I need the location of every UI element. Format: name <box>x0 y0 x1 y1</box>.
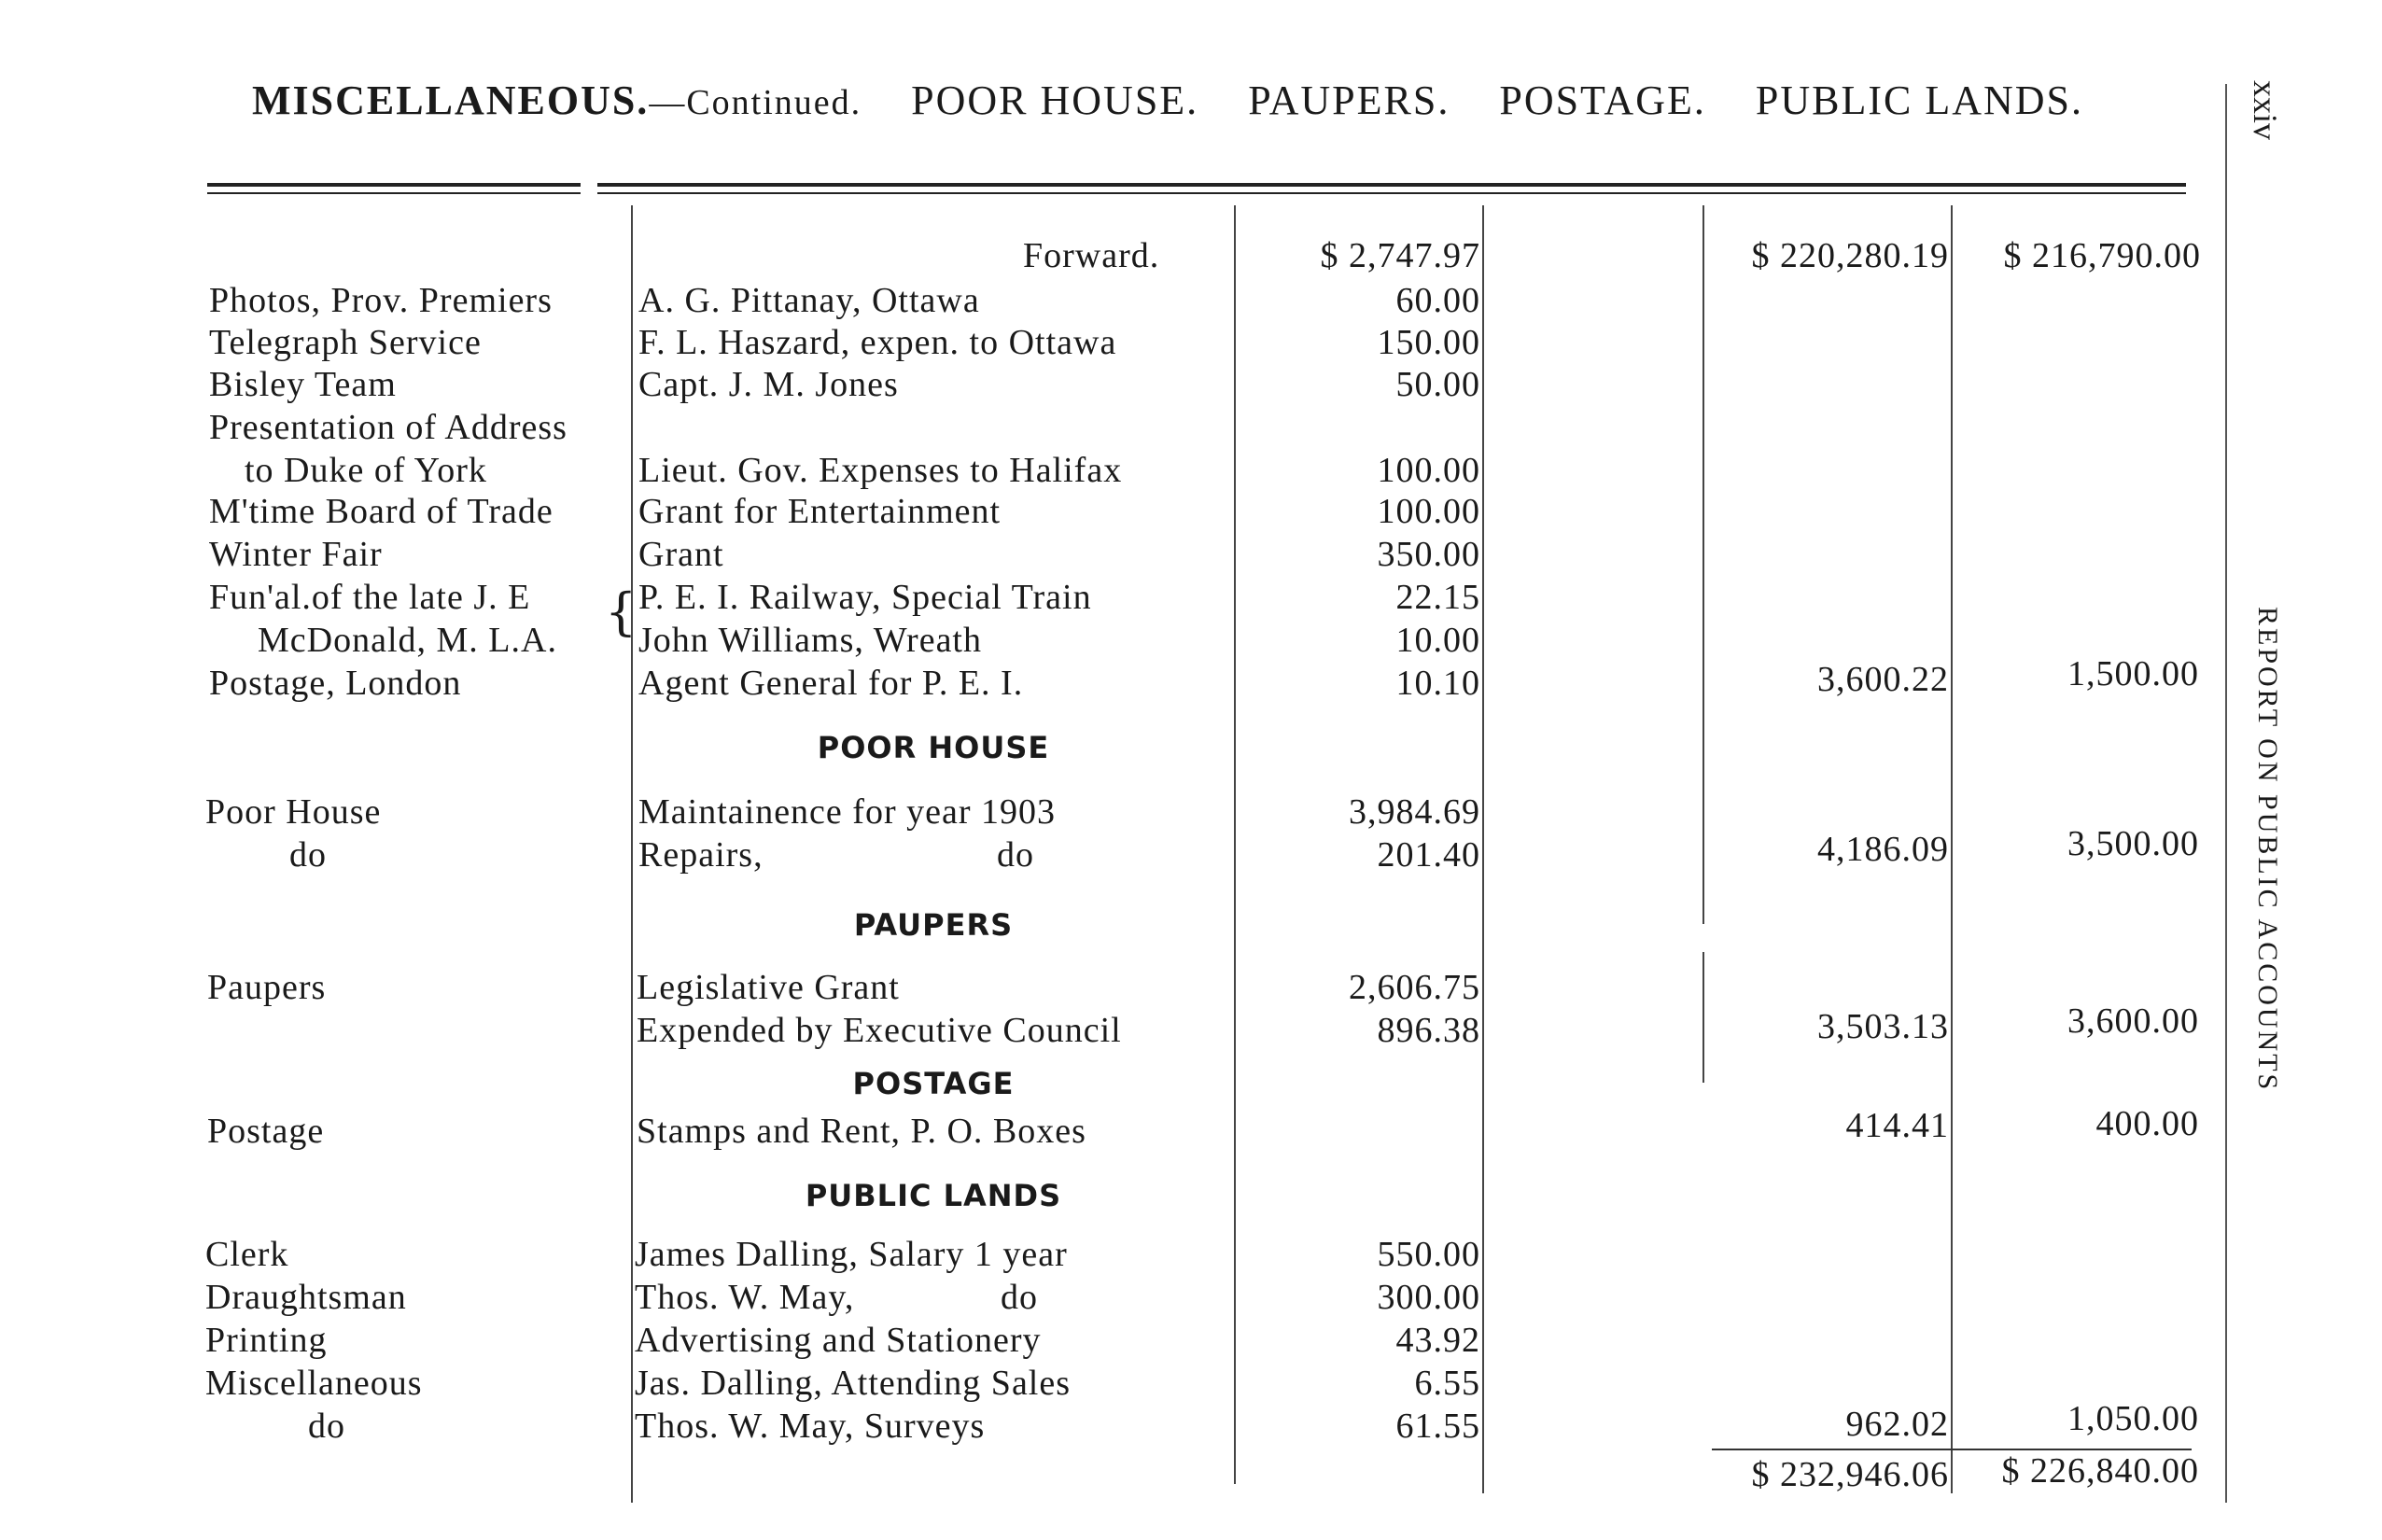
item-amount: 6.55 <box>1414 1364 1480 1403</box>
item-label: Presentation of Address <box>209 408 567 447</box>
postage-total-b: 400.00 <box>2095 1104 2199 1143</box>
paupers-total-b: 3,600.00 <box>2067 1001 2199 1041</box>
item-detail-ditto: do <box>997 835 1034 875</box>
item-amount: 10.00 <box>1395 621 1480 660</box>
item-label: M'time Board of Trade <box>209 492 553 531</box>
item-amount: 61.55 <box>1395 1407 1480 1446</box>
item-amount: 22.15 <box>1395 578 1480 617</box>
page-edge-line <box>2225 84 2227 1503</box>
column-divider-4a <box>1702 205 1704 924</box>
item-detail: P. E. I. Railway, Special Train <box>638 578 1092 617</box>
misc-total-a: 3,600.22 <box>1817 660 1949 699</box>
item-detail: Grant <box>638 535 724 574</box>
item-label: Photos, Prov. Premiers <box>209 281 553 320</box>
item-amount: 896.38 <box>1377 1011 1480 1050</box>
item-detail: Advertising and Stationery <box>635 1321 1042 1360</box>
item-detail: Jas. Dalling, Attending Sales <box>635 1364 1072 1403</box>
item-detail: John Williams, Wreath <box>638 621 982 660</box>
item-detail: Agent General for P. E. I. <box>638 664 1024 703</box>
item-detail: Expended by Executive Council <box>637 1011 1122 1050</box>
item-label: to Duke of York <box>245 451 487 490</box>
item-amount: 300.00 <box>1377 1278 1480 1317</box>
item-label: Postage <box>207 1112 325 1151</box>
misc-total-b: 1,500.00 <box>2067 654 2199 693</box>
item-amount: 3,984.69 <box>1349 792 1480 832</box>
item-detail: Capt. J. M. Jones <box>638 365 899 404</box>
item-detail: Thos. W. May, <box>635 1278 855 1317</box>
forward-label: Forward. <box>1023 236 1160 275</box>
item-label: Miscellaneous <box>205 1364 423 1403</box>
header-title-poor-house: POOR HOUSE. <box>911 77 1199 123</box>
forward-total-b: $ 216,790.00 <box>2003 236 2201 275</box>
column-divider-3 <box>1482 205 1484 1493</box>
column-divider-5 <box>1951 205 1953 1493</box>
item-label: Clerk <box>205 1235 289 1274</box>
section-heading-paupers: PAUPERS <box>853 907 1014 943</box>
item-amount: 201.40 <box>1377 835 1480 875</box>
column-divider-1 <box>631 205 633 1503</box>
section-heading-poor-house: POOR HOUSE <box>817 730 1050 765</box>
item-label: Draughtsman <box>205 1278 407 1317</box>
forward-total-a: $ 220,280.19 <box>1751 236 1949 275</box>
item-amount: 150.00 <box>1377 323 1480 362</box>
item-label: Bisley Team <box>209 365 397 404</box>
item-amount: 2,606.75 <box>1349 968 1480 1007</box>
item-detail: Grant for Entertainment <box>638 492 1002 531</box>
item-label: McDonald, M. L.A. <box>258 621 557 660</box>
item-amount: 10.10 <box>1395 664 1480 703</box>
item-label: Printing <box>205 1321 328 1360</box>
public-lands-total-b: 1,050.00 <box>2067 1399 2199 1438</box>
section-heading-postage: POSTAGE <box>852 1066 1015 1101</box>
public-lands-total-a: 962.02 <box>1845 1405 1949 1444</box>
poor-house-total-b: 3,500.00 <box>2067 824 2199 863</box>
header-rule-right <box>597 183 2186 187</box>
item-detail: Repairs, <box>638 835 764 875</box>
brace-mark: { <box>605 582 638 641</box>
header-title-paupers: PAUPERS. <box>1248 77 1450 123</box>
section-heading-public-lands: PUBLIC LANDS <box>805 1178 1062 1213</box>
column-divider-2 <box>1234 205 1236 1484</box>
page-number: xxiv <box>2247 80 2284 141</box>
paupers-total-a: 3,503.13 <box>1817 1007 1949 1046</box>
item-label: Paupers <box>207 968 327 1007</box>
item-detail: James Dalling, Salary 1 year <box>635 1235 1068 1274</box>
header-rule-right-thin <box>597 192 2186 194</box>
page-header <box>252 77 2165 124</box>
item-amount: 60.00 <box>1395 281 1480 320</box>
grand-total-b: $ 226,840.00 <box>2001 1451 2199 1491</box>
item-label: Telegraph Service <box>209 323 482 362</box>
item-amount: 100.00 <box>1377 451 1480 490</box>
item-amount: 350.00 <box>1377 535 1480 574</box>
item-label: do <box>308 1407 345 1446</box>
postage-total-a: 414.41 <box>1845 1106 1949 1145</box>
item-detail: F. L. Haszard, expen. to Ottawa <box>638 323 1117 362</box>
item-label: Winter Fair <box>209 535 383 574</box>
item-amount: 43.92 <box>1395 1321 1480 1360</box>
item-detail-ditto: do <box>1001 1278 1038 1317</box>
header-rule-left <box>207 183 581 187</box>
item-detail: Maintainence for year 1903 <box>638 792 1056 832</box>
item-label: Postage, London <box>209 664 462 703</box>
item-detail: Legislative Grant <box>637 968 900 1007</box>
header-rule-left-thin <box>207 192 581 194</box>
header-title-public-lands: PUBLIC LANDS. <box>1755 77 2083 123</box>
item-detail: Lieut. Gov. Expenses to Halifax <box>638 451 1123 490</box>
poor-house-total-a: 4,186.09 <box>1817 830 1949 869</box>
item-detail: Stamps and Rent, P. O. Boxes <box>637 1112 1086 1151</box>
item-detail: A. G. Pittanay, Ottawa <box>638 281 980 320</box>
forward-amount: $ 2,747.97 <box>1320 236 1480 275</box>
item-label: Fun'al.of the late J. E <box>209 578 531 617</box>
item-amount: 550.00 <box>1377 1235 1480 1274</box>
grand-total-a: $ 232,946.06 <box>1751 1455 1949 1494</box>
header-continued: —Continued. <box>649 83 862 122</box>
item-amount: 100.00 <box>1377 492 1480 531</box>
header-title-postage: POSTAGE. <box>1499 77 1706 123</box>
item-label: Poor House <box>205 792 382 832</box>
item-detail: Thos. W. May, Surveys <box>635 1407 986 1446</box>
item-label: do <box>289 835 327 875</box>
header-title-misc: MISCELLANEOUS.—Continued. <box>252 77 862 123</box>
item-amount: 50.00 <box>1395 365 1480 404</box>
side-title: REPORT ON PUBLIC ACCOUNTS <box>2252 607 2283 1093</box>
